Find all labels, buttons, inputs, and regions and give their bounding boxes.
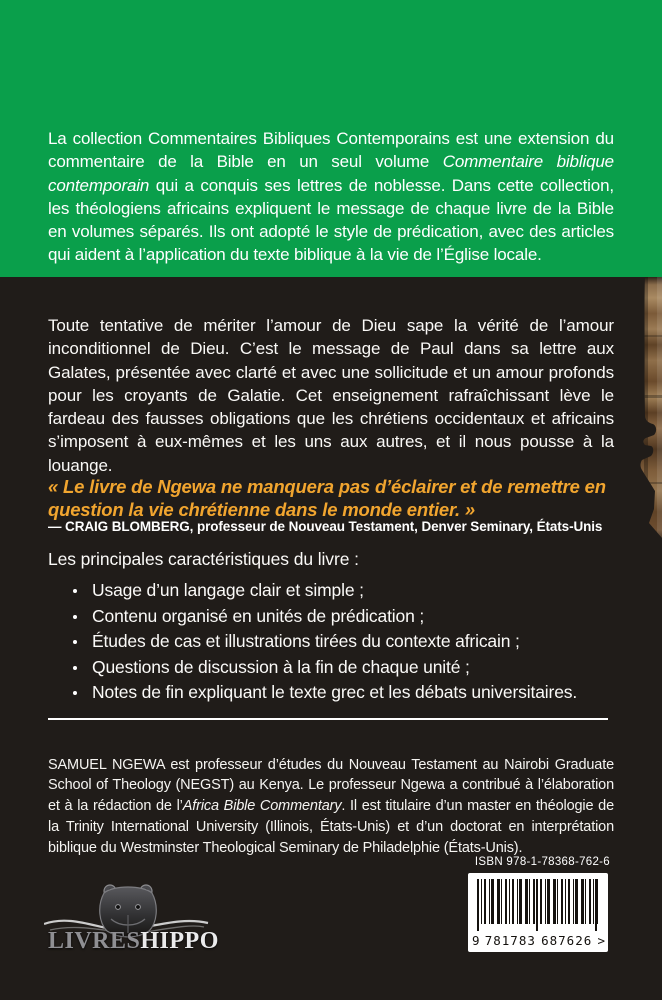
barcode bbox=[468, 873, 608, 952]
barcode-digits-group2: 687626 bbox=[541, 933, 593, 948]
barcode-guard-icon bbox=[595, 879, 597, 931]
bullet-icon bbox=[73, 615, 77, 619]
barcode-digits-group1: 781783 bbox=[484, 933, 536, 948]
feature-item: Notes de fin expliquant le texte grec et les débats universitaires. bbox=[48, 683, 620, 702]
bullet-icon bbox=[73, 640, 77, 644]
endorsement-attribution: — CRAIG BLOMBERG, professeur de Nouveau Testament, Denver Seminary, États-Unis bbox=[48, 518, 603, 534]
author-bio-part2: . Il est titulaire d’un master en théologie de la Trinity International University (Illinois, États-Unis) et d’un doctorat en interprétation biblique du Westminster Theological Seminary de Philadelphie (États-Unis). bbox=[48, 798, 614, 856]
feature-item: Contenu organisé en unités de prédication ; bbox=[48, 607, 620, 626]
barcode-bars-icon bbox=[477, 879, 599, 924]
barcode-guard-icon bbox=[536, 879, 538, 931]
barcode-guard-icon bbox=[477, 879, 479, 931]
series-blurb-band bbox=[0, 0, 662, 277]
author-bio-part1: SAMUEL NGEWA est professeur d’études du Nouveau Testament au Nairobi Graduate School of Theology (NEGST) au Kenya. Le professeur Ngewa a contribué à l’élaboration et à la rédaction de l’ bbox=[48, 756, 614, 815]
publisher-name-livres: LIVRES bbox=[48, 928, 141, 954]
bullet-icon bbox=[73, 666, 77, 670]
isbn-label: ISBN 978-1-78368-762-6 bbox=[474, 856, 610, 868]
barcode-digit-lead: 9 bbox=[472, 933, 480, 948]
series-blurb-part2: qui a conquis ses lettres de noblesse. Dans cette collection, les théologiens africains expliquent le message de chaque livre de la Bible en volumes séparés. Ils ont adopté le style de prédication, avec des articles qui aident à l’application du texte biblique à la vie de l’Église locale. bbox=[48, 175, 614, 265]
author-bio-italic-title: Africa Bible Commentary bbox=[182, 798, 342, 815]
author-bio bbox=[48, 755, 614, 859]
endorsement-quote: « Le livre de Ngewa ne manquera pas d’éclairer et de remettre en question la vie chrétienne dans le monde entier. » bbox=[48, 475, 606, 520]
features-heading: Les principales caractéristiques du livre : bbox=[48, 549, 359, 569]
bullet-icon bbox=[73, 589, 77, 593]
barcode-digits bbox=[472, 933, 605, 948]
wood-carving-image bbox=[636, 277, 662, 540]
bullet-icon bbox=[73, 691, 77, 695]
divider-rule bbox=[48, 718, 608, 720]
book-summary: Toute tentative de mériter l’amour de Dieu sape la vérité de l’amour inconditionnel de Dieu. C’est le message de Paul dans sa lettre aux Galates, présentée avec clarté et avec une sollicitude et un amour profonds pour les croyants de Galatie. Cet enseignement rafraîchissant lève le fardeau des fausses obligations que les chrétiens occidentaux et africains s’imposent à eux-mêmes et les uns aux autres, et il nous pousse à la louange. bbox=[48, 316, 614, 475]
publisher-name bbox=[48, 928, 219, 955]
feature-item: Études de cas et illustrations tirées du contexte africain ; bbox=[48, 632, 620, 651]
feature-item: Questions de discussion à la fin de chaque unité ; bbox=[48, 658, 620, 677]
features-list bbox=[48, 581, 620, 702]
barcode-arrow: > bbox=[597, 933, 605, 948]
features-section bbox=[48, 549, 620, 709]
feature-item: Usage d’un langage clair et simple ; bbox=[48, 581, 620, 600]
series-blurb-part1: La collection Commentaires Bibliques Contemporains est une extension du commentaire de la Bible en un seul volume bbox=[48, 129, 614, 172]
series-blurb bbox=[48, 127, 614, 267]
publisher-logo bbox=[40, 878, 220, 958]
series-blurb-italic-title: Commentaire biblique contemporain bbox=[48, 152, 614, 195]
publisher-name-hippo: HIPPO bbox=[140, 928, 219, 954]
